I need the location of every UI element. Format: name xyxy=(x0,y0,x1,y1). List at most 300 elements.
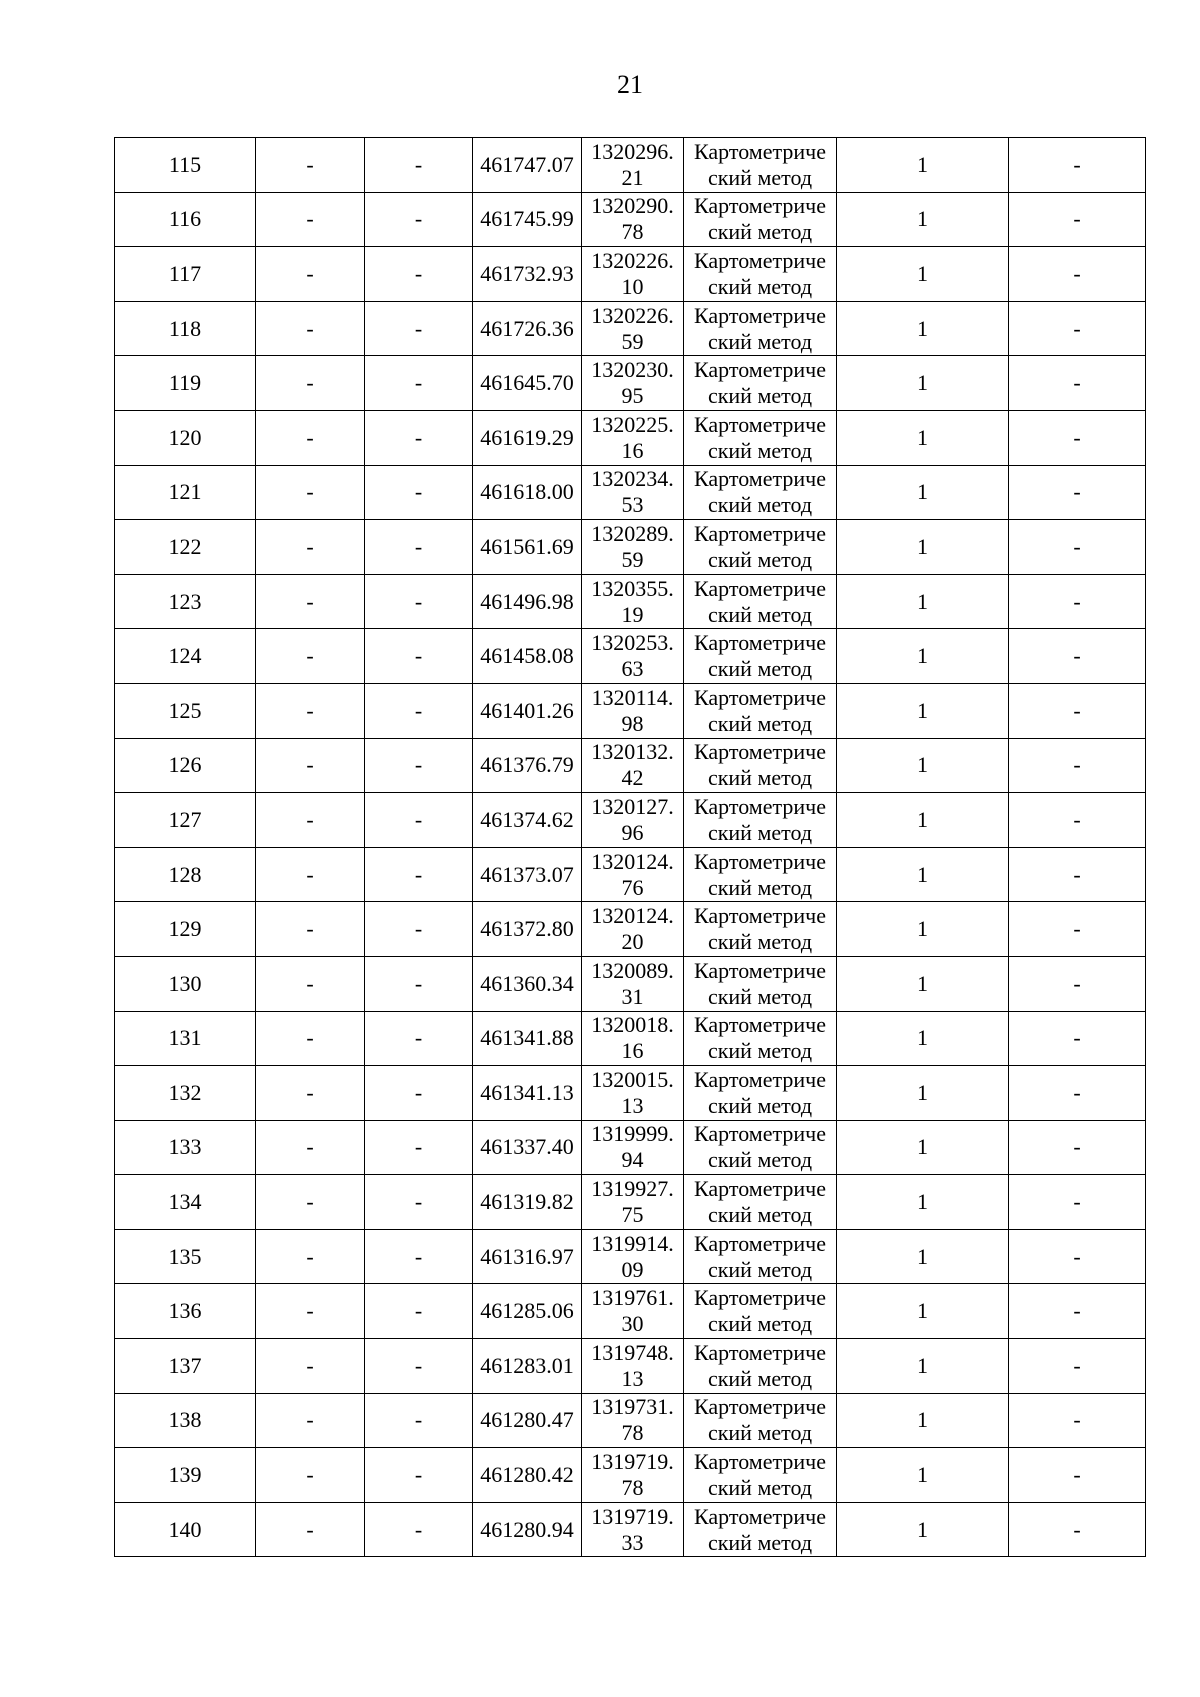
description-cell: - xyxy=(1009,1502,1146,1557)
accuracy-cell: 1 xyxy=(837,1393,1009,1448)
y-coordinate-cell xyxy=(582,301,684,356)
y-coordinate-cell-line: 16 xyxy=(621,1038,644,1064)
method-cell-line: ский метод xyxy=(707,546,813,572)
method-cell-line: Картометриче xyxy=(694,302,826,328)
method-cell xyxy=(684,356,837,411)
table-row xyxy=(115,1393,1146,1448)
method-cell-line: ский метод xyxy=(707,492,813,518)
point-number-cell: 136 xyxy=(115,1284,256,1339)
y-coordinate-cell-line: 1320296. xyxy=(591,138,674,164)
method-cell-line: Картометриче xyxy=(694,1176,826,1202)
point-number-cell: 122 xyxy=(115,520,256,575)
method-cell xyxy=(684,1175,837,1230)
method-cell xyxy=(684,192,837,247)
method-cell xyxy=(684,410,837,465)
method-cell-line: Картометриче xyxy=(694,1285,826,1311)
y-coordinate-cell-line: 1319761. xyxy=(591,1285,674,1311)
method-cell-line: Картометриче xyxy=(694,411,826,437)
table-row xyxy=(115,793,1146,848)
method-cell xyxy=(684,1120,837,1175)
empty-dash-cell: - xyxy=(256,356,365,411)
method-cell-line: ский метод xyxy=(707,1529,813,1555)
y-coordinate-cell-line: 76 xyxy=(621,874,644,900)
method-cell-line: Картометриче xyxy=(694,1339,826,1365)
point-number-cell: 125 xyxy=(115,683,256,738)
x-coordinate-cell: 461561.69 xyxy=(473,520,582,575)
y-coordinate-cell-line: 53 xyxy=(621,492,644,518)
table-row xyxy=(115,410,1146,465)
point-number-cell: 129 xyxy=(115,902,256,957)
description-cell: - xyxy=(1009,247,1146,302)
y-coordinate-cell-line: 13 xyxy=(621,1092,644,1118)
method-cell xyxy=(684,1502,837,1557)
y-coordinate-cell-line: 1319719. xyxy=(591,1449,674,1475)
accuracy-cell: 1 xyxy=(837,793,1009,848)
table-row xyxy=(115,1502,1146,1557)
table-row xyxy=(115,683,1146,738)
coordinates-table xyxy=(114,137,1146,1557)
method-cell-line: Картометриче xyxy=(694,793,826,819)
empty-dash-cell: - xyxy=(256,1393,365,1448)
empty-dash-cell: - xyxy=(256,192,365,247)
y-coordinate-cell-line: 75 xyxy=(621,1202,644,1228)
description-cell: - xyxy=(1009,138,1146,193)
method-cell-line: Картометриче xyxy=(694,903,826,929)
method-cell-line: ский метод xyxy=(707,929,813,955)
accuracy-cell: 1 xyxy=(837,247,1009,302)
method-cell xyxy=(684,301,837,356)
y-coordinate-cell xyxy=(582,1175,684,1230)
description-cell: - xyxy=(1009,738,1146,793)
x-coordinate-cell: 461285.06 xyxy=(473,1284,582,1339)
point-number-cell: 126 xyxy=(115,738,256,793)
table-row xyxy=(115,1175,1146,1230)
x-coordinate-cell: 461726.36 xyxy=(473,301,582,356)
description-cell: - xyxy=(1009,356,1146,411)
x-coordinate-cell: 461747.07 xyxy=(473,138,582,193)
method-cell-line: ский метод xyxy=(707,164,813,190)
empty-dash-cell: - xyxy=(256,902,365,957)
method-cell xyxy=(684,465,837,520)
empty-dash-cell: - xyxy=(365,465,473,520)
accuracy-cell: 1 xyxy=(837,574,1009,629)
method-cell-line: Картометриче xyxy=(694,1503,826,1529)
y-coordinate-cell-line: 1320089. xyxy=(591,957,674,983)
method-cell xyxy=(684,1339,837,1394)
point-number-cell: 135 xyxy=(115,1229,256,1284)
method-cell-line: ский метод xyxy=(707,765,813,791)
x-coordinate-cell: 461280.42 xyxy=(473,1448,582,1503)
method-cell-line: Картометриче xyxy=(694,1012,826,1038)
method-cell-line: Картометриче xyxy=(694,1394,826,1420)
method-cell-line: ский метод xyxy=(707,219,813,245)
x-coordinate-cell: 461618.00 xyxy=(473,465,582,520)
y-coordinate-cell-line: 20 xyxy=(621,929,644,955)
x-coordinate-cell: 461619.29 xyxy=(473,410,582,465)
accuracy-cell: 1 xyxy=(837,1011,1009,1066)
y-coordinate-cell-line: 33 xyxy=(621,1529,644,1555)
table-row xyxy=(115,138,1146,193)
accuracy-cell: 1 xyxy=(837,902,1009,957)
y-coordinate-cell xyxy=(582,192,684,247)
y-coordinate-cell-line: 1319731. xyxy=(591,1394,674,1420)
method-cell xyxy=(684,629,837,684)
empty-dash-cell: - xyxy=(256,301,365,356)
y-coordinate-cell-line: 1320355. xyxy=(591,575,674,601)
y-coordinate-cell-line: 1320124. xyxy=(591,848,674,874)
y-coordinate-cell-line: 1320018. xyxy=(591,1012,674,1038)
y-coordinate-cell xyxy=(582,1393,684,1448)
description-cell: - xyxy=(1009,902,1146,957)
method-cell xyxy=(684,1448,837,1503)
method-cell-line: ский метод xyxy=(707,1420,813,1446)
description-cell: - xyxy=(1009,301,1146,356)
method-cell xyxy=(684,956,837,1011)
y-coordinate-cell-line: 1320114. xyxy=(591,684,674,710)
empty-dash-cell: - xyxy=(365,1393,473,1448)
y-coordinate-cell xyxy=(582,1502,684,1557)
empty-dash-cell: - xyxy=(365,410,473,465)
empty-dash-cell: - xyxy=(365,192,473,247)
accuracy-cell: 1 xyxy=(837,1339,1009,1394)
method-cell-line: Картометриче xyxy=(694,466,826,492)
method-cell-line: Картометриче xyxy=(694,630,826,656)
x-coordinate-cell: 461319.82 xyxy=(473,1175,582,1230)
empty-dash-cell: - xyxy=(256,574,365,629)
method-cell xyxy=(684,738,837,793)
method-cell-line: ский метод xyxy=(707,1147,813,1173)
accuracy-cell: 1 xyxy=(837,301,1009,356)
empty-dash-cell: - xyxy=(256,1120,365,1175)
table-row xyxy=(115,1339,1146,1394)
y-coordinate-cell-line: 63 xyxy=(621,656,644,682)
method-cell-line: ский метод xyxy=(707,983,813,1009)
method-cell xyxy=(684,1284,837,1339)
y-coordinate-cell xyxy=(582,247,684,302)
table-row xyxy=(115,356,1146,411)
description-cell: - xyxy=(1009,1175,1146,1230)
method-cell-line: ский метод xyxy=(707,656,813,682)
method-cell-line: Картометриче xyxy=(694,138,826,164)
description-cell: - xyxy=(1009,1393,1146,1448)
empty-dash-cell: - xyxy=(256,683,365,738)
table-row xyxy=(115,738,1146,793)
x-coordinate-cell: 461732.93 xyxy=(473,247,582,302)
empty-dash-cell: - xyxy=(365,520,473,575)
empty-dash-cell: - xyxy=(256,738,365,793)
empty-dash-cell: - xyxy=(256,1448,365,1503)
empty-dash-cell: - xyxy=(365,247,473,302)
x-coordinate-cell: 461337.40 xyxy=(473,1120,582,1175)
y-coordinate-cell-line: 1319719. xyxy=(591,1503,674,1529)
method-cell xyxy=(684,902,837,957)
y-coordinate-cell xyxy=(582,683,684,738)
empty-dash-cell: - xyxy=(256,793,365,848)
y-coordinate-cell-line: 1320234. xyxy=(591,466,674,492)
point-number-cell: 123 xyxy=(115,574,256,629)
method-cell xyxy=(684,793,837,848)
x-coordinate-cell: 461341.88 xyxy=(473,1011,582,1066)
method-cell-line: ский метод xyxy=(707,383,813,409)
point-number-cell: 119 xyxy=(115,356,256,411)
y-coordinate-cell-line: 42 xyxy=(621,765,644,791)
point-number-cell: 128 xyxy=(115,847,256,902)
x-coordinate-cell: 461373.07 xyxy=(473,847,582,902)
method-cell-line: ский метод xyxy=(707,710,813,736)
point-number-cell: 137 xyxy=(115,1339,256,1394)
description-cell: - xyxy=(1009,1284,1146,1339)
y-coordinate-cell xyxy=(582,520,684,575)
y-coordinate-cell-line: 09 xyxy=(621,1256,644,1282)
empty-dash-cell: - xyxy=(365,1066,473,1121)
accuracy-cell: 1 xyxy=(837,192,1009,247)
empty-dash-cell: - xyxy=(365,1502,473,1557)
y-coordinate-cell xyxy=(582,847,684,902)
method-cell-line: Картометриче xyxy=(694,957,826,983)
table-row xyxy=(115,574,1146,629)
table-row xyxy=(115,192,1146,247)
method-cell-line: Картометриче xyxy=(694,357,826,383)
y-coordinate-cell-line: 78 xyxy=(621,1475,644,1501)
y-coordinate-cell-line: 95 xyxy=(621,383,644,409)
table-row xyxy=(115,1448,1146,1503)
point-number-cell: 124 xyxy=(115,629,256,684)
y-coordinate-cell-line: 13 xyxy=(621,1365,644,1391)
point-number-cell: 117 xyxy=(115,247,256,302)
empty-dash-cell: - xyxy=(256,629,365,684)
empty-dash-cell: - xyxy=(365,1175,473,1230)
x-coordinate-cell: 461341.13 xyxy=(473,1066,582,1121)
y-coordinate-cell-line: 1320226. xyxy=(591,247,674,273)
accuracy-cell: 1 xyxy=(837,629,1009,684)
y-coordinate-cell-line: 1320226. xyxy=(591,302,674,328)
description-cell: - xyxy=(1009,1448,1146,1503)
y-coordinate-cell xyxy=(582,1448,684,1503)
point-number-cell: 138 xyxy=(115,1393,256,1448)
description-cell: - xyxy=(1009,1229,1146,1284)
method-cell-line: Картометриче xyxy=(694,1121,826,1147)
method-cell-line: ский метод xyxy=(707,1365,813,1391)
description-cell: - xyxy=(1009,956,1146,1011)
y-coordinate-cell-line: 1319999. xyxy=(591,1121,674,1147)
accuracy-cell: 1 xyxy=(837,1229,1009,1284)
y-coordinate-cell-line: 59 xyxy=(621,546,644,572)
description-cell: - xyxy=(1009,629,1146,684)
y-coordinate-cell-line: 98 xyxy=(621,710,644,736)
empty-dash-cell: - xyxy=(365,956,473,1011)
y-coordinate-cell-line: 1320290. xyxy=(591,193,674,219)
table-row xyxy=(115,301,1146,356)
description-cell: - xyxy=(1009,520,1146,575)
y-coordinate-cell xyxy=(582,1339,684,1394)
y-coordinate-cell-line: 16 xyxy=(621,437,644,463)
x-coordinate-cell: 461360.34 xyxy=(473,956,582,1011)
description-cell: - xyxy=(1009,1066,1146,1121)
y-coordinate-cell xyxy=(582,956,684,1011)
y-coordinate-cell-line: 1319914. xyxy=(591,1230,674,1256)
table-row xyxy=(115,847,1146,902)
method-cell xyxy=(684,520,837,575)
empty-dash-cell: - xyxy=(256,1229,365,1284)
accuracy-cell: 1 xyxy=(837,1502,1009,1557)
description-cell: - xyxy=(1009,1011,1146,1066)
y-coordinate-cell-line: 1320015. xyxy=(591,1066,674,1092)
y-coordinate-cell-line: 1320132. xyxy=(591,739,674,765)
method-cell-line: Картометриче xyxy=(694,739,826,765)
y-coordinate-cell-line: 1320127. xyxy=(591,793,674,819)
point-number-cell: 132 xyxy=(115,1066,256,1121)
description-cell: - xyxy=(1009,1120,1146,1175)
method-cell-line: Картометриче xyxy=(694,247,826,273)
method-cell-line: ский метод xyxy=(707,601,813,627)
y-coordinate-cell xyxy=(582,1284,684,1339)
description-cell: - xyxy=(1009,847,1146,902)
description-cell: - xyxy=(1009,465,1146,520)
table-row xyxy=(115,1229,1146,1284)
empty-dash-cell: - xyxy=(256,138,365,193)
y-coordinate-cell-line: 1320225. xyxy=(591,411,674,437)
method-cell-line: ский метод xyxy=(707,273,813,299)
point-number-cell: 134 xyxy=(115,1175,256,1230)
empty-dash-cell: - xyxy=(365,1229,473,1284)
y-coordinate-cell xyxy=(582,629,684,684)
empty-dash-cell: - xyxy=(256,520,365,575)
empty-dash-cell: - xyxy=(365,902,473,957)
table-row xyxy=(115,956,1146,1011)
y-coordinate-cell-line: 96 xyxy=(621,819,644,845)
method-cell-line: Картометриче xyxy=(694,1066,826,1092)
method-cell-line: ский метод xyxy=(707,328,813,354)
description-cell: - xyxy=(1009,192,1146,247)
y-coordinate-cell-line: 1320253. xyxy=(591,630,674,656)
method-cell xyxy=(684,1229,837,1284)
y-coordinate-cell-line: 78 xyxy=(621,1420,644,1446)
accuracy-cell: 1 xyxy=(837,683,1009,738)
y-coordinate-cell-line: 59 xyxy=(621,328,644,354)
empty-dash-cell: - xyxy=(365,1120,473,1175)
method-cell xyxy=(684,847,837,902)
y-coordinate-cell-line: 21 xyxy=(621,164,644,190)
method-cell-line: ский метод xyxy=(707,437,813,463)
x-coordinate-cell: 461280.47 xyxy=(473,1393,582,1448)
table-row xyxy=(115,629,1146,684)
point-number-cell: 131 xyxy=(115,1011,256,1066)
y-coordinate-cell-line: 94 xyxy=(621,1147,644,1173)
accuracy-cell: 1 xyxy=(837,520,1009,575)
y-coordinate-cell xyxy=(582,138,684,193)
method-cell xyxy=(684,1011,837,1066)
method-cell xyxy=(684,1393,837,1448)
accuracy-cell: 1 xyxy=(837,1175,1009,1230)
y-coordinate-cell xyxy=(582,1120,684,1175)
y-coordinate-cell-line: 1320124. xyxy=(591,903,674,929)
accuracy-cell: 1 xyxy=(837,1448,1009,1503)
empty-dash-cell: - xyxy=(365,847,473,902)
y-coordinate-cell xyxy=(582,1229,684,1284)
point-number-cell: 116 xyxy=(115,192,256,247)
empty-dash-cell: - xyxy=(256,410,365,465)
x-coordinate-cell: 461376.79 xyxy=(473,738,582,793)
empty-dash-cell: - xyxy=(365,629,473,684)
method-cell-line: Картометриче xyxy=(694,520,826,546)
y-coordinate-cell xyxy=(582,465,684,520)
page-number: 21 xyxy=(617,70,643,99)
method-cell-line: Картометриче xyxy=(694,575,826,601)
point-number-cell: 121 xyxy=(115,465,256,520)
empty-dash-cell: - xyxy=(365,1284,473,1339)
method-cell-line: Картометриче xyxy=(694,848,826,874)
empty-dash-cell: - xyxy=(365,138,473,193)
method-cell-line: Картометриче xyxy=(694,1230,826,1256)
method-cell-line: ский метод xyxy=(707,1202,813,1228)
y-coordinate-cell-line: 1320230. xyxy=(591,357,674,383)
method-cell-line: Картометриче xyxy=(694,1449,826,1475)
point-number-cell: 130 xyxy=(115,956,256,1011)
x-coordinate-cell: 461280.94 xyxy=(473,1502,582,1557)
description-cell: - xyxy=(1009,683,1146,738)
y-coordinate-cell-line: 31 xyxy=(621,983,644,1009)
x-coordinate-cell: 461645.70 xyxy=(473,356,582,411)
empty-dash-cell: - xyxy=(256,1502,365,1557)
description-cell: - xyxy=(1009,410,1146,465)
table-row xyxy=(115,902,1146,957)
y-coordinate-cell xyxy=(582,410,684,465)
method-cell-line: ский метод xyxy=(707,1256,813,1282)
table-row xyxy=(115,1284,1146,1339)
table-row xyxy=(115,520,1146,575)
y-coordinate-cell-line: 1320289. xyxy=(591,520,674,546)
empty-dash-cell: - xyxy=(365,1011,473,1066)
point-number-cell: 140 xyxy=(115,1502,256,1557)
accuracy-cell: 1 xyxy=(837,138,1009,193)
empty-dash-cell: - xyxy=(365,738,473,793)
empty-dash-cell: - xyxy=(256,847,365,902)
y-coordinate-cell xyxy=(582,793,684,848)
x-coordinate-cell: 461374.62 xyxy=(473,793,582,848)
empty-dash-cell: - xyxy=(256,1011,365,1066)
x-coordinate-cell: 461316.97 xyxy=(473,1229,582,1284)
empty-dash-cell: - xyxy=(256,1284,365,1339)
y-coordinate-cell xyxy=(582,902,684,957)
point-number-cell: 133 xyxy=(115,1120,256,1175)
empty-dash-cell: - xyxy=(256,956,365,1011)
y-coordinate-cell-line: 78 xyxy=(621,219,644,245)
accuracy-cell: 1 xyxy=(837,847,1009,902)
x-coordinate-cell: 461745.99 xyxy=(473,192,582,247)
accuracy-cell: 1 xyxy=(837,1120,1009,1175)
description-cell: - xyxy=(1009,1339,1146,1394)
point-number-cell: 139 xyxy=(115,1448,256,1503)
y-coordinate-cell xyxy=(582,356,684,411)
method-cell xyxy=(684,683,837,738)
method-cell xyxy=(684,138,837,193)
empty-dash-cell: - xyxy=(365,1448,473,1503)
x-coordinate-cell: 461496.98 xyxy=(473,574,582,629)
y-coordinate-cell-line: 1319927. xyxy=(591,1176,674,1202)
x-coordinate-cell: 461458.08 xyxy=(473,629,582,684)
table-body xyxy=(115,138,1146,1557)
empty-dash-cell: - xyxy=(365,301,473,356)
point-number-cell: 120 xyxy=(115,410,256,465)
y-coordinate-cell xyxy=(582,1066,684,1121)
accuracy-cell: 1 xyxy=(837,410,1009,465)
accuracy-cell: 1 xyxy=(837,465,1009,520)
table-row xyxy=(115,1066,1146,1121)
x-coordinate-cell: 461401.26 xyxy=(473,683,582,738)
empty-dash-cell: - xyxy=(256,1175,365,1230)
accuracy-cell: 1 xyxy=(837,956,1009,1011)
description-cell: - xyxy=(1009,793,1146,848)
